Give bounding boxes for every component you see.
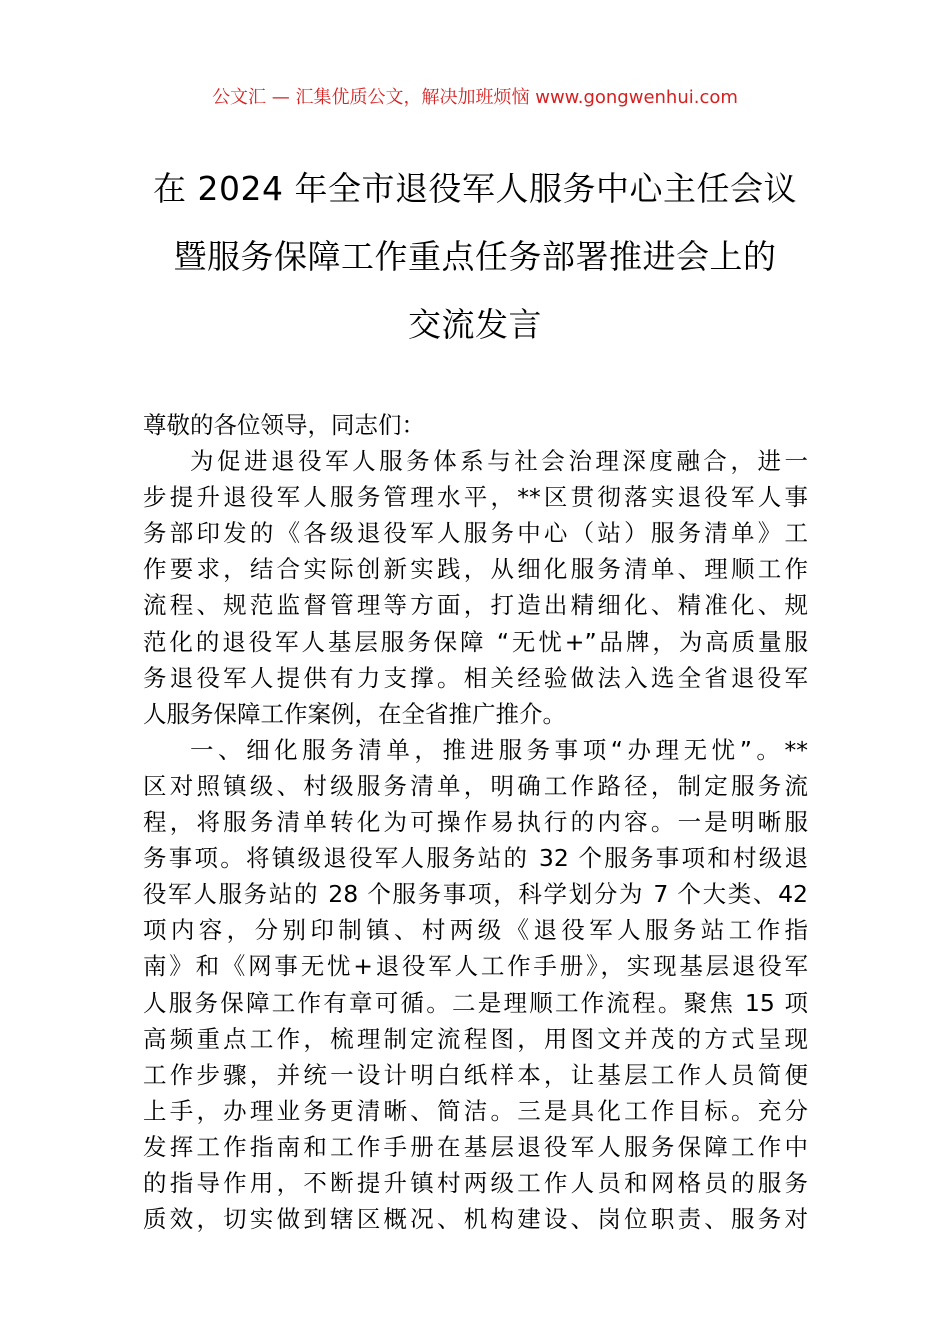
paragraph-line: 作要求，结合实际创新实践，从细化服务清单、理顺工作 xyxy=(143,555,808,584)
paragraph-line: 务退役军人提供有力支撑。相关经验做法入选全省退役军 xyxy=(143,663,808,692)
title-line-2: 暨服务保障工作重点任务部署推进会上的 xyxy=(173,237,777,276)
paragraph-line: 役军人服务站的 28 个服务事项，科学划分为 7 个大类、42 xyxy=(143,880,808,909)
paragraph-line: 发挥工作指南和工作手册在基层退役军人服务保障工作中 xyxy=(143,1132,808,1161)
paragraph-line: 流程、规范监督管理等方面，打造出精细化、精准化、规 xyxy=(143,591,808,620)
document-body xyxy=(143,407,808,1237)
paragraph-2 xyxy=(143,732,808,1237)
paragraph-1 xyxy=(143,443,808,732)
salutation: 尊敬的各位领导，同志们： xyxy=(143,411,425,439)
paragraph-line: 工作步骤，并统一设计明白纸样本，让基层工作人员简便 xyxy=(143,1060,808,1089)
paragraph-line: 项内容，分别印制镇、村两级《退役军人服务站工作指 xyxy=(143,916,808,945)
paragraph-line: 南》和《网事无忧+退役军人工作手册》，实现基层退役军 xyxy=(143,952,808,981)
paragraph-line: 上手，办理业务更清晰、简洁。三是具化工作目标。充分 xyxy=(143,1096,808,1125)
paragraph-line: 步提升退役军人服务管理水平，**区贯彻落实退役军人事 xyxy=(143,483,808,512)
paragraph-line: 高频重点工作，梳理制定流程图，用图文并茂的方式呈现 xyxy=(143,1024,808,1053)
title-line-3: 交流发言 xyxy=(408,305,542,344)
site-banner: 公文汇 — 汇集优质公文，解决加班烦恼 www.gongwenhui.com xyxy=(212,87,738,108)
paragraph-line: 人服务保障工作有章可循。二是理顺工作流程。聚焦 15 项 xyxy=(143,988,808,1017)
paragraph-line: 为促进退役军人服务体系与社会治理深度融合，进一 xyxy=(190,447,808,476)
paragraph-line: 一、细化服务清单，推进服务事项“办理无忧”。** xyxy=(190,735,808,764)
paragraph-line: 务部印发的《各级退役军人服务中心（站）服务清单》工 xyxy=(143,519,808,548)
paragraph-line: 范化的退役军人基层服务保障 “无忧+”品牌，为高质量服 xyxy=(143,627,808,656)
paragraph-line: 人服务保障工作案例，在全省推广推介。 xyxy=(143,699,566,728)
title-line-1: 在 2024 年全市退役军人服务中心主任会议 xyxy=(153,169,797,208)
paragraph-line: 程，将服务清单转化为可操作易执行的内容。一是明晰服 xyxy=(143,808,808,837)
paragraph-line: 区对照镇级、村级服务清单，明确工作路径，制定服务流 xyxy=(143,771,808,800)
document-title xyxy=(60,155,890,359)
paragraph-line: 务事项。将镇级退役军人服务站的 32 个服务事项和村级退 xyxy=(143,844,808,873)
paragraph-line: 质效，切实做到辖区概况、机构建设、岗位职责、服务对 xyxy=(143,1205,808,1234)
paragraph-line: 的指导作用，不断提升镇村两级工作人员和网格员的服务 xyxy=(143,1168,808,1197)
